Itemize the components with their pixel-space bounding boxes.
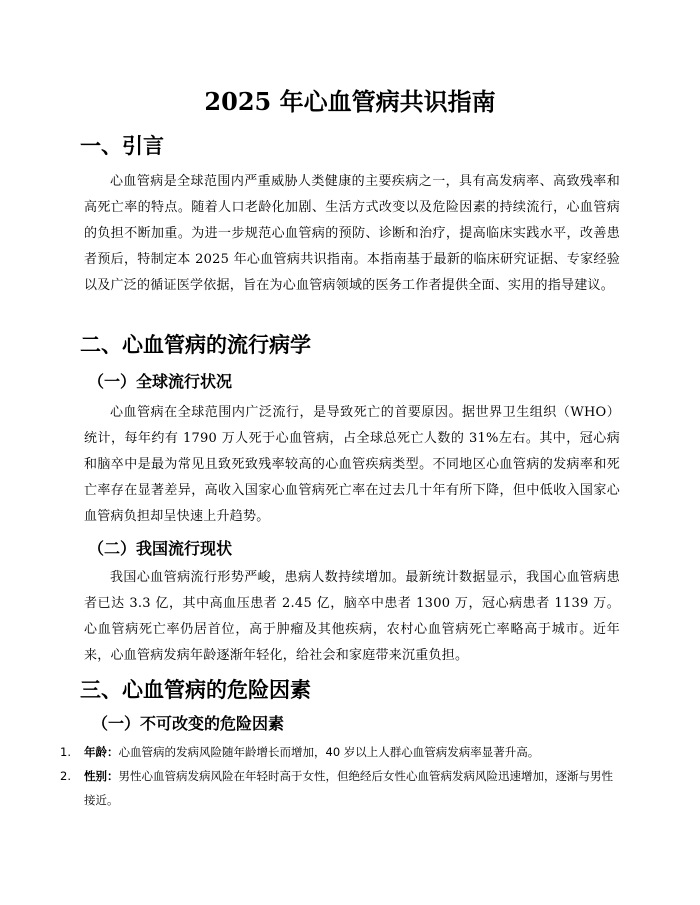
list-item-separator: ： bbox=[107, 745, 119, 759]
china-epidemiology-paragraph: 我国心血管病流行形势严峻，患病人数持续增加。最新统计数据显示，我国心血管病患者已达 3.3 亿，其中高血压患者 2.45 亿，脑卒中患者 1300 万，冠心病患者 1139 万。心血管病死亡率仍居首位，高于肿瘤及其他疾病，农村心血管病死亡率略高于城市。近年来，心血管病发病年龄逐渐年轻化，给社会和家庭带来沉重负担。 bbox=[84, 570, 620, 663]
subsection-heading-global: （一）全球流行状况 bbox=[88, 372, 233, 391]
document-title: 2025 年心血管病共识指南 bbox=[204, 87, 496, 116]
risk-factor-list bbox=[60, 740, 620, 812]
global-epidemiology-paragraph: 心血管病在全球范围内广泛流行，是导致死亡的首要原因。据世界卫生组织（WHO）统计，每年约有 1790 万人死于心血管病，占全球总死亡人数的 31%左右。其中，冠心病和脑卒中是最为常见且致死致残率较高的心血管疾病类型。不同地区心血管病的发病率和死亡率存在显著差异，高收入国家心血管病死亡率在过去几十年有所下降，但中低收入国家心血管病负担却呈快速上升趋势。 bbox=[84, 405, 620, 524]
section-heading-epidemiology: 二、心血管病的流行病学 bbox=[80, 332, 311, 357]
list-item bbox=[60, 764, 620, 812]
list-item-number: 2. bbox=[60, 769, 71, 783]
introduction-paragraph: 心血管病是全球范围内严重威胁人类健康的主要疾病之一，具有高发病率、高致残率和高死亡率的特点。随着人口老龄化加剧、生活方式改变以及危险因素的持续流行，心血管病的负担不断加重。为进一步规范心血管病的预防、诊断和治疗，提高临床实践水平，改善患者预后，特制定本 2025 年心血管病共识指南。本指南基于最新的临床研究证据、专家经验以及广泛的循证医学依据，旨在为心血管病领域的医务工作者提供全面、实用的指导建议。 bbox=[84, 174, 620, 293]
subsection-heading-china: （二）我国流行现状 bbox=[88, 539, 233, 558]
list-item-key: 性别 bbox=[84, 769, 107, 783]
list-item-text: 男性心血管病发病风险在年轻时高于女性，但绝经后女性心血管病发病风险迅速增加，逐渐与男性接近。 bbox=[84, 769, 613, 807]
section-heading-introduction: 一、引言 bbox=[80, 133, 164, 158]
list-item-text: 心血管病的发病风险随年龄增长而增加，40 岁以上人群心血管病发病率显著升高。 bbox=[118, 745, 540, 759]
list-item-key: 年龄 bbox=[84, 745, 107, 759]
list-item-separator: ： bbox=[107, 769, 119, 783]
subsection-heading-nonmodifiable: （一）不可改变的危险因素 bbox=[92, 714, 285, 733]
section-heading-risk-factors: 三、心血管病的危险因素 bbox=[80, 677, 311, 702]
list-item bbox=[60, 740, 620, 764]
list-item-number: 1. bbox=[60, 745, 71, 759]
